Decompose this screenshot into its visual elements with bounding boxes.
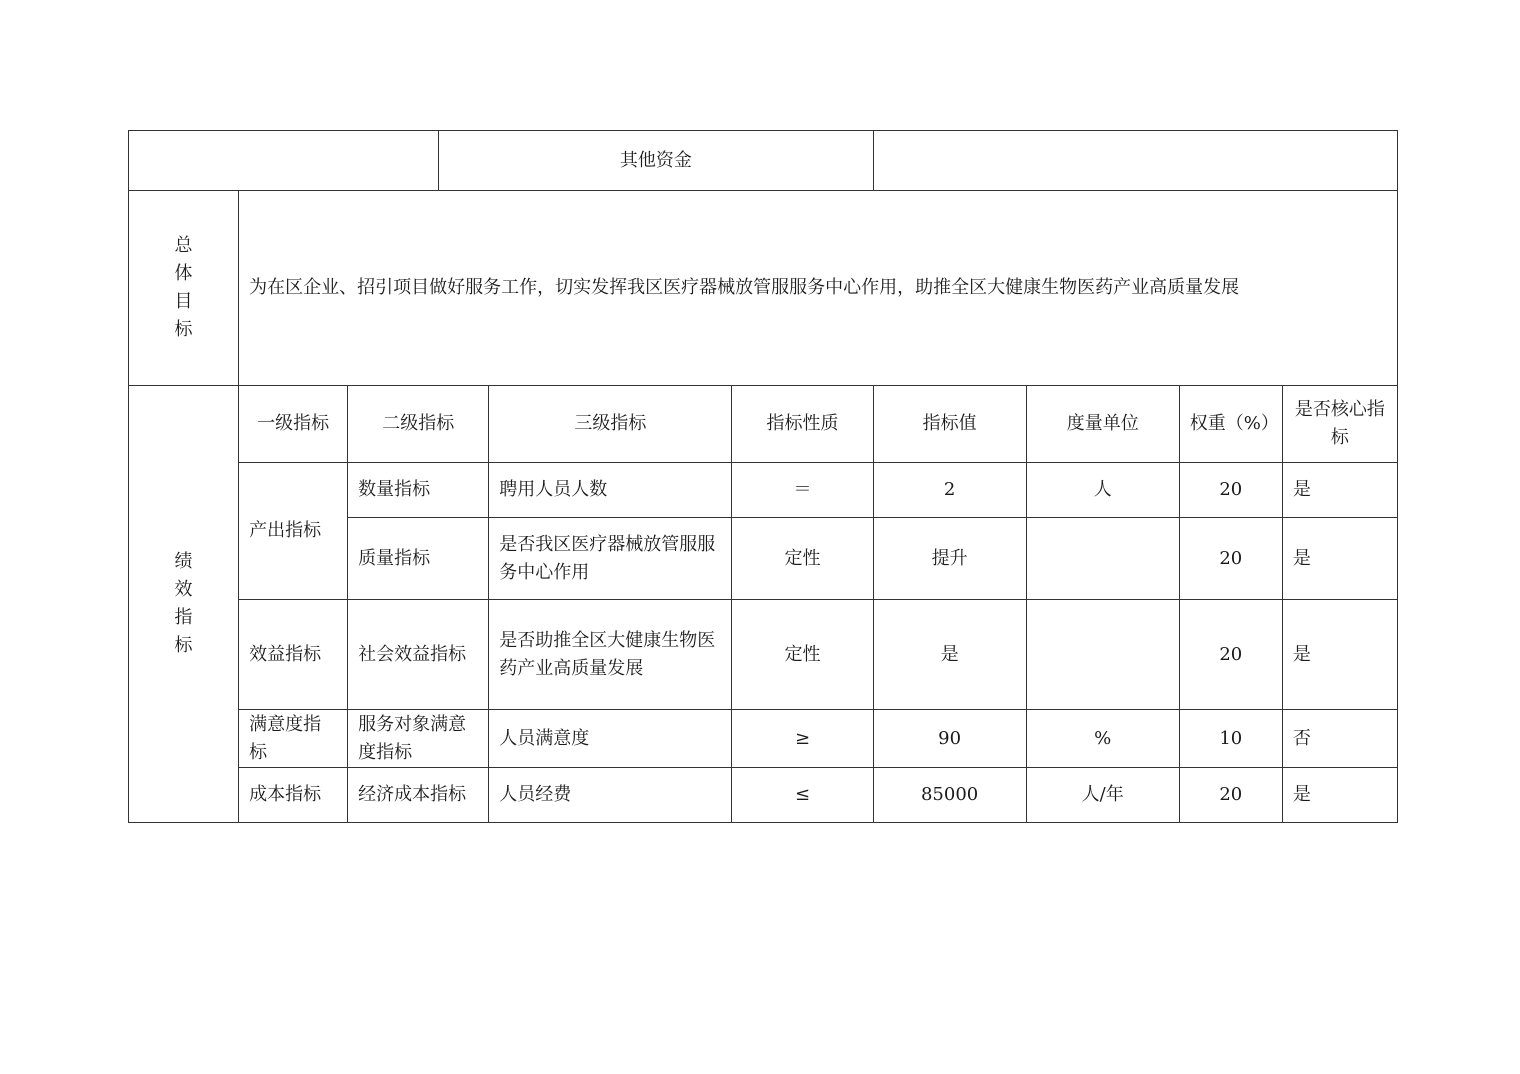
unit-cell: % (1026, 710, 1179, 768)
table-row (129, 710, 1398, 768)
weight-cell: 10 (1179, 710, 1282, 768)
table-row (129, 600, 1398, 710)
performance-target-form (128, 130, 1398, 823)
core-cell: 是 (1282, 768, 1397, 823)
level1-cell: 满意度指标 (239, 710, 348, 768)
header-nature: 指标性质 (732, 386, 873, 463)
funding-value (873, 131, 1397, 191)
header-weight: 权重（%） (1179, 386, 1282, 463)
weight-cell: 20 (1179, 600, 1282, 710)
level3-cell: 是否助推全区大健康生物医药产业高质量发展 (489, 600, 732, 710)
weight-cell: 20 (1179, 518, 1282, 600)
level1-cell: 产出指标 (239, 463, 348, 600)
table-row (129, 463, 1398, 518)
level2-cell: 服务对象满意度指标 (348, 710, 489, 768)
header-core: 是否核心指标 (1282, 386, 1397, 463)
value-cell: 85000 (873, 768, 1026, 823)
header-value: 指标值 (873, 386, 1026, 463)
level1-cell: 效益指标 (239, 600, 348, 710)
unit-cell: 人 (1026, 463, 1179, 518)
weight-cell: 20 (1179, 768, 1282, 823)
level2-cell: 社会效益指标 (348, 600, 489, 710)
value-cell: 90 (873, 710, 1026, 768)
core-cell: 否 (1282, 710, 1397, 768)
level2-cell: 质量指标 (348, 518, 489, 600)
level3-cell: 人员经费 (489, 768, 732, 823)
level2-cell: 经济成本指标 (348, 768, 489, 823)
funding-row (129, 131, 1398, 191)
funding-label: 其他资金 (439, 131, 873, 191)
level3-cell: 人员满意度 (489, 710, 732, 768)
header-row (129, 386, 1398, 463)
level3-cell: 聘用人员人数 (489, 463, 732, 518)
core-cell: 是 (1282, 600, 1397, 710)
performance-label: 绩 效 指 标 (129, 386, 239, 823)
value-cell: 提升 (873, 518, 1026, 600)
level2-cell: 数量指标 (348, 463, 489, 518)
header-level3: 三级指标 (489, 386, 732, 463)
nature-cell: ≥ (732, 710, 873, 768)
nature-cell: ＝ (732, 463, 873, 518)
value-cell: 2 (873, 463, 1026, 518)
level3-cell: 是否我区医疗器械放管服服务中心作用 (489, 518, 732, 600)
header-level1: 一级指标 (239, 386, 348, 463)
overall-goal-label: 总 体 目 标 (129, 191, 239, 386)
nature-cell: ≤ (732, 768, 873, 823)
overall-goal-row (129, 191, 1398, 386)
performance-table (128, 130, 1398, 823)
unit-cell: 人/年 (1026, 768, 1179, 823)
value-cell: 是 (873, 600, 1026, 710)
funding-blank-cell (129, 131, 439, 191)
overall-goal-text: 为在区企业、招引项目做好服务工作，切实发挥我区医疗器械放管服服务中心作用，助推全区大健康生物医药产业高质量发展 (239, 191, 1398, 386)
header-unit: 度量单位 (1026, 386, 1179, 463)
nature-cell: 定性 (732, 600, 873, 710)
core-cell: 是 (1282, 518, 1397, 600)
unit-cell (1026, 600, 1179, 710)
weight-cell: 20 (1179, 463, 1282, 518)
unit-cell (1026, 518, 1179, 600)
table-row (129, 768, 1398, 823)
level1-cell: 成本指标 (239, 768, 348, 823)
core-cell: 是 (1282, 463, 1397, 518)
nature-cell: 定性 (732, 518, 873, 600)
header-level2: 二级指标 (348, 386, 489, 463)
